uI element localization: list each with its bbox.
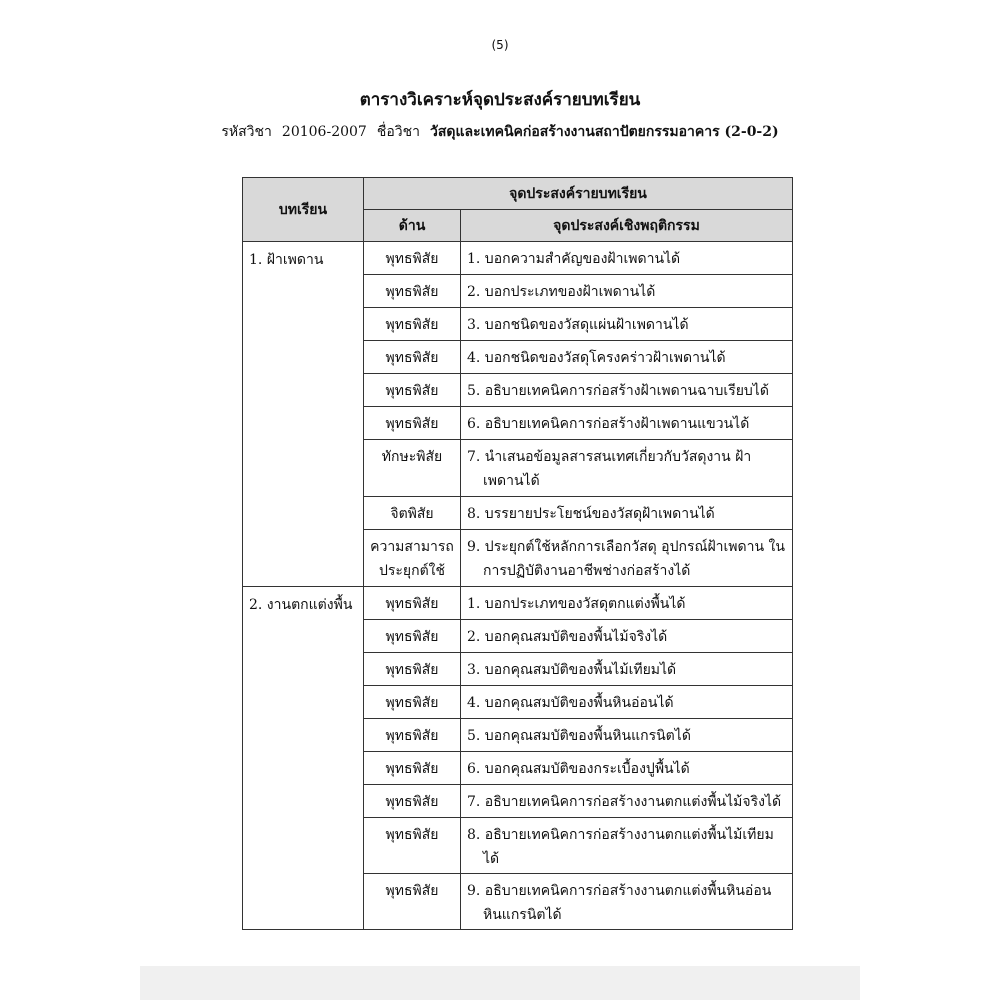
- domain-cell: ความสามารถประยุกต์ใช้: [364, 530, 461, 587]
- header-objectives-group: จุดประสงค์รายบทเรียน: [364, 178, 793, 210]
- objective-cell: [461, 308, 793, 341]
- objective-text: 7. อธิบายเทคนิคการก่อสร้างงานตกแต่งพื้นไม้จริงได้: [467, 794, 782, 810]
- domain-cell: พุทธพิสัย: [364, 275, 461, 308]
- domain-cell: พุทธพิสัย: [364, 874, 461, 930]
- objective-cell: [461, 587, 793, 620]
- subject-code: 20106-2007: [281, 124, 367, 140]
- objectives-table: [242, 177, 793, 930]
- objective-text: 6. อธิบายเทคนิคการก่อสร้างฝ้าเพดานแขวนได้: [467, 416, 750, 432]
- header-lesson: บทเรียน: [243, 178, 364, 242]
- objective-text: 2. บอกประเภทของฝ้าเพดานได้: [467, 284, 656, 300]
- objective-text: 5. อธิบายเทคนิคการก่อสร้างฝ้าเพดานฉาบเรียบได้: [467, 383, 769, 399]
- objective-cell: [461, 275, 793, 308]
- objective-cell: [461, 440, 793, 497]
- subject-line: [0, 121, 1000, 143]
- lesson-cell: 2. งานตกแต่งพื้น: [243, 587, 364, 930]
- objective-text: 2. บอกคุณสมบัติของพื้นไม้จริงได้: [467, 629, 668, 645]
- objective-cell: [461, 785, 793, 818]
- objective-text: 3. บอกคุณสมบัติของพื้นไม้เทียมได้: [467, 662, 677, 678]
- objective-cell: [461, 341, 793, 374]
- objective-text: 4. บอกชนิดของวัสดุโครงคร่าวฝ้าเพดานได้: [467, 350, 726, 366]
- domain-cell: พุทธพิสัย: [364, 341, 461, 374]
- domain-cell: พุทธพิสัย: [364, 308, 461, 341]
- domain-cell: พุทธพิสัย: [364, 242, 461, 275]
- header-domain: ด้าน: [364, 210, 461, 242]
- objective-text: 9. อธิบายเทคนิคการก่อสร้างงานตกแต่งพื้นหินอ่อน หินแกรนิตได้: [467, 883, 772, 923]
- objective-cell: [461, 686, 793, 719]
- objective-cell: [461, 874, 793, 930]
- domain-cell: พุทธพิสัย: [364, 719, 461, 752]
- subject-code-label: รหัสวิชา: [221, 124, 272, 140]
- objective-text: 6. บอกคุณสมบัติของกระเบื้องปูพื้นได้: [467, 761, 690, 777]
- objective-cell: [461, 653, 793, 686]
- objective-text: 3. บอกชนิดของวัสดุแผ่นฝ้าเพดานได้: [467, 317, 689, 333]
- subject-name-label: ชื่อวิชา: [376, 124, 420, 140]
- objective-cell: [461, 407, 793, 440]
- lesson-cell: 1. ฝ้าเพดาน: [243, 242, 364, 587]
- domain-cell: พุทธพิสัย: [364, 653, 461, 686]
- table-header: [243, 178, 793, 242]
- subject-name: วัสดุและเทคนิคก่อสร้างงานสถาปัตยกรรมอาคาร (2-0-2): [429, 124, 779, 140]
- domain-cell: พุทธพิสัย: [364, 374, 461, 407]
- document-title: ตารางวิเคราะห์จุดประสงค์รายบทเรียน: [359, 90, 641, 110]
- table-row: [243, 242, 793, 275]
- objective-text: 8. บรรยายประโยชน์ของวัสดุฝ้าเพดานได้: [467, 506, 715, 522]
- header-behavioral: จุดประสงค์เชิงพฤติกรรม: [461, 210, 793, 242]
- objective-text: 1. บอกประเภทของวัสดุตกแต่งพื้นได้: [467, 596, 686, 612]
- domain-cell: พุทธพิสัย: [364, 620, 461, 653]
- objective-text: 1. บอกความสำคัญของฝ้าเพดานได้: [467, 251, 681, 267]
- objective-cell: [461, 620, 793, 653]
- objective-cell: [461, 530, 793, 587]
- domain-cell: พุทธพิสัย: [364, 587, 461, 620]
- domain-cell: พุทธพิสัย: [364, 818, 461, 874]
- page-bottom-band: [140, 966, 860, 1000]
- page-number: (5): [491, 38, 509, 52]
- objective-text: 5. บอกคุณสมบัติของพื้นหินแกรนิตได้: [467, 728, 691, 744]
- domain-cell: พุทธพิสัย: [364, 686, 461, 719]
- domain-cell: พุทธพิสัย: [364, 752, 461, 785]
- objective-text: 8. อธิบายเทคนิคการก่อสร้างงานตกแต่งพื้นไม้เทียมได้: [467, 827, 774, 867]
- domain-cell: พุทธพิสัย: [364, 785, 461, 818]
- objective-text: 9. ประยุกต์ใช้หลักการเลือกวัสดุ อุปกรณ์ฝ้าเพดาน ในการปฏิบัติงานอาชีพช่างก่อสร้างได้: [467, 539, 785, 579]
- domain-cell: พุทธพิสัย: [364, 407, 461, 440]
- objective-cell: [461, 497, 793, 530]
- domain-cell: ทักษะพิสัย: [364, 440, 461, 497]
- objective-cell: [461, 719, 793, 752]
- objective-cell: [461, 242, 793, 275]
- table-row: [243, 587, 793, 620]
- objective-cell: [461, 752, 793, 785]
- objective-cell: [461, 818, 793, 874]
- objective-text: 7. นำเสนอข้อมูลสารสนเทศเกี่ยวกับวัสดุงาน ฝ้าเพดานได้: [467, 449, 752, 489]
- domain-cell: จิตพิสัย: [364, 497, 461, 530]
- table-body: [243, 242, 793, 930]
- objective-text: 4. บอกคุณสมบัติของพื้นหินอ่อนได้: [467, 695, 674, 711]
- objective-cell: [461, 374, 793, 407]
